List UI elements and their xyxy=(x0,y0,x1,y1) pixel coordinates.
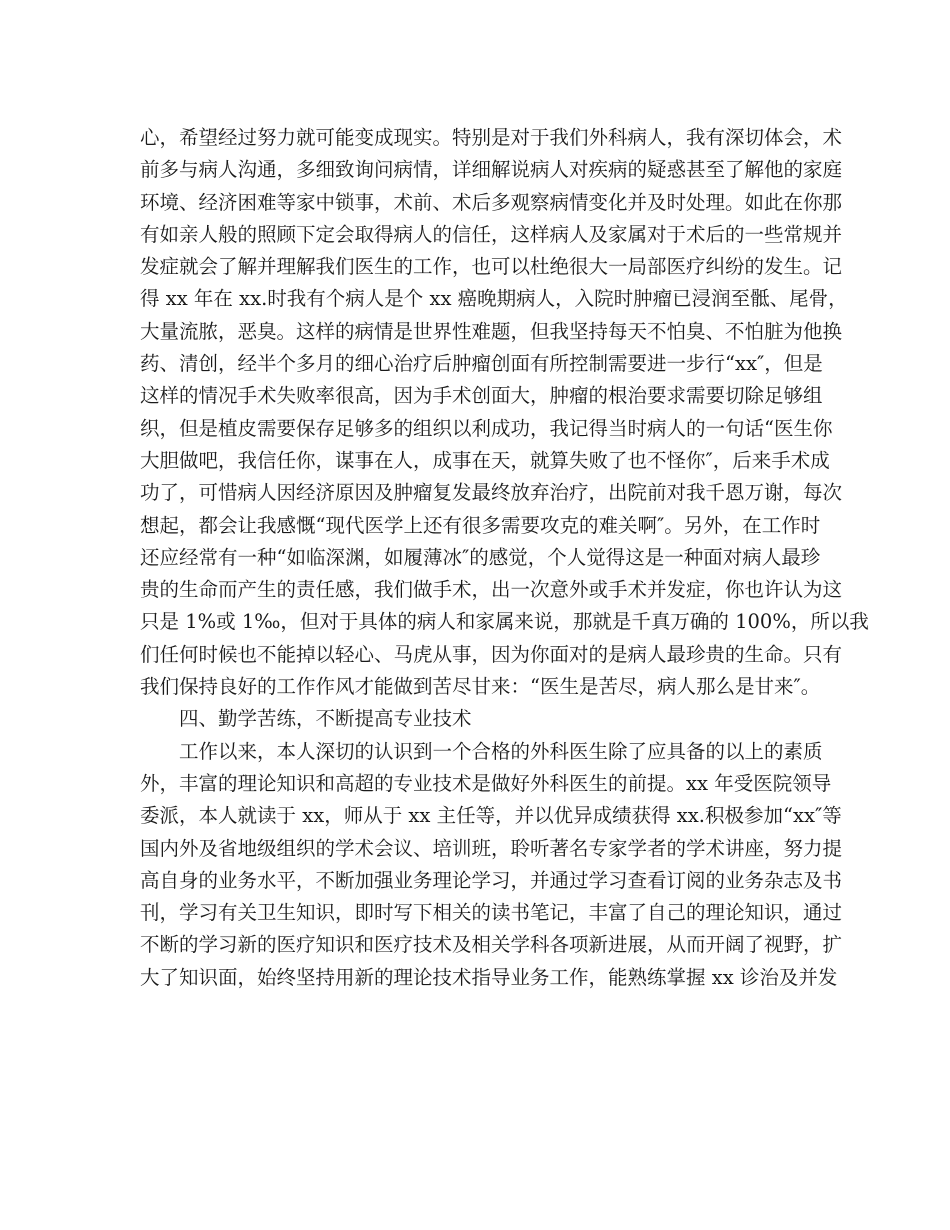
text-line: 药、清创，经半个多月的细心治疗后肿瘤创面有所控制需要进一步行“xx″，但是 xyxy=(140,352,823,376)
text-line: 功了，可惜病人因经济原因及肿瘤复发最终放弃治疗，出院前对我千恩万谢，每次 xyxy=(140,481,843,505)
text-line: 工作以来，本人深切的认识到一个合格的外科医生除了应具备的以上的素质 xyxy=(179,739,823,763)
text-line: 发症就会了解并理解我们医生的工作，也可以杜绝很大一局部医疗纠纷的发生。记 xyxy=(140,255,843,279)
text-line: 心，希望经过努力就可能变成现实。特别是对于我们外科病人，我有深切体会，术 xyxy=(140,126,843,149)
text-line: 环境、经济困难等家中锁事，术前、术后多观察病情变化并及时处理。如此在你那 xyxy=(140,190,843,214)
text-line: 还应经常有一种“如临深渊，如履薄冰″的感觉，个人觉得这是一种面对病人最珍 xyxy=(140,545,821,569)
text-line: 有如亲人般的照顾下定会取得病人的信任，这样病人及家属对于术后的一些常规并 xyxy=(140,222,843,246)
text-line: 织，但是植皮需要保存足够多的组织以利成功，我记得当时病人的一句话“医生你 xyxy=(140,416,833,440)
text-line: 想起，都会让我感慨“现代医学上还有很多需要攻克的难关啊″。另外，在工作时 xyxy=(140,513,821,537)
text-line: 国内外及省地级组织的学术会议、培训班，聆听著名专家学者的学术讲座，努力提 xyxy=(140,836,843,860)
text-line: 高自身的业务水平，不断加强业务理论学习，并通过学习查看订阅的业务杂志及书 xyxy=(140,868,843,892)
text-line: 刊，学习有关卫生知识，即时写下相关的读书笔记，丰富了自己的理论知识，通过 xyxy=(140,901,843,925)
text-line: 委派，本人就读于 xx，师从于 xx 主任等，并以优异成绩获得 xx.积极参加“xx″等 xyxy=(140,804,842,828)
text-line: 我们保持良好的工作作风才能做到苦尽甘来：“医生是苦尽，病人那么是甘来″。 xyxy=(140,675,821,699)
text-line: 们任何时候也不能掉以轻心、马虎从事，因为你面对的是病人最珍贵的生命。只有 xyxy=(140,642,843,666)
text-line: 贵的生命而产生的责任感，我们做手术，出一次意外或手术并发症，你也许认为这 xyxy=(140,578,843,602)
text-line: 外，丰富的理论知识和高超的专业技术是做好外科医生的前提。xx 年受医院领导 xyxy=(140,771,832,795)
text-line: 得 xx 年在 xx.时我有个病人是个 xx 癌晚期病人，入院时肿瘤已浸润至骶、尾骨， xyxy=(140,287,848,311)
text-line: 大量流脓，恶臭。这样的病情是世界性难题，但我坚持每天不怕臭、不怕脏为他换 xyxy=(140,319,843,343)
text-line: 这样的情况手术失败率很高，因为手术创面大，肿瘤的根治要求需要切除足够组 xyxy=(140,384,823,408)
text-line: 大胆做吧，我信任你，谋事在人，成事在天，就算失败了也不怪你″，后来手术成 xyxy=(140,448,830,472)
text-line: 大了知识面，始终坚持用新的理论技术指导业务工作，能熟练掌握 xx 诊治及并发 xyxy=(140,965,838,989)
body-text xyxy=(140,122,869,994)
text-line: 不断的学习新的医疗知识和医疗技术及相关学科各项新进展，从而开阔了视野，扩 xyxy=(140,933,843,957)
text-line: 前多与病人沟通，多细致询问病情，详细解说病人对疾病的疑惑甚至了解他的家庭 xyxy=(140,158,843,182)
text-line: 只是 1%或 1‰，但对于具体的病人和家属来说，那就是千真万确的 100%，所以我 xyxy=(140,610,869,634)
section-heading: 四、勤学苦练，不断提高专业技术 xyxy=(179,707,472,731)
